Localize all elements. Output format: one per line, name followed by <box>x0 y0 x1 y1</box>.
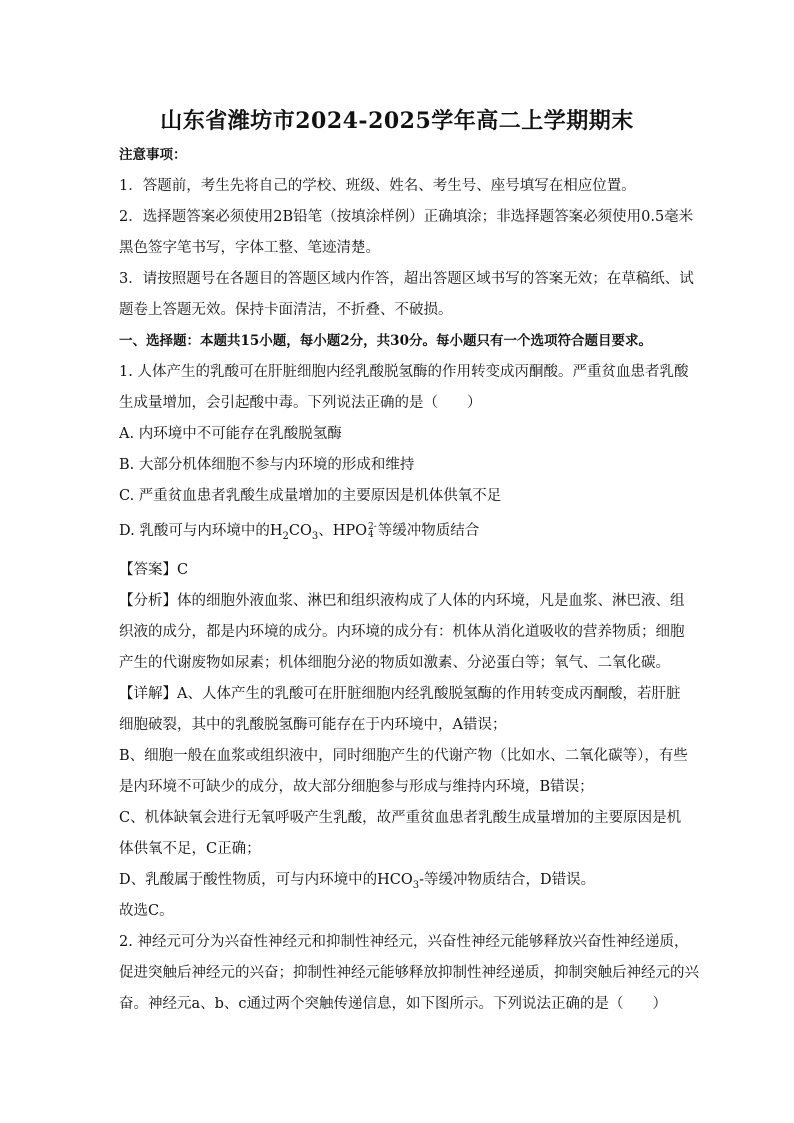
q1-detail-line5: C、机体缺氧会进行无氧呼吸产生乳酸，故严重贫血患者乳酸生成量增加的主要原因是机 <box>119 810 682 826</box>
q1-answer: 【答案】C <box>119 562 189 578</box>
q1-detail-line2: 细胞破裂，其中的乳酸脱氢酶可能存在于内环境中，A错误； <box>119 717 507 733</box>
q1-detail-line1: 【详解】A、人体产生的乳酸可在肝脏细胞内经乳酸脱氢酶的作用转变成丙酮酸，若肝脏 <box>119 686 681 702</box>
hpo4-sub: 4 <box>368 530 374 540</box>
notice-item-3: 3．请按照题号在各题目的答题区域内作答，超出答题区域书写的答案无效；在草稿纸、试 <box>119 271 694 287</box>
q1-detail-line6: 体供氧不足，C正确； <box>119 841 261 857</box>
q2-stem-line1: 2. 神经元可分为兴奋性神经元和抑制性神经元，兴奋性神经元能够释放兴奋性神经递质， <box>119 934 689 950</box>
q1-detail-line3: B、细胞一般在血浆或组织液中，同时细胞产生的代谢产物（比如水、二氧化碳等），有些 <box>119 748 688 764</box>
q1-option-c: C. 严重贫血患者乳酸生成量增加的主要原因是机体供氧不足 <box>119 488 502 504</box>
q2-stem-line2: 促进突触后神经元的兴奋；抑制性神经元能够释放抑制性神经递质，抑制突触后神经元的兴 <box>119 965 699 981</box>
notice-item-2: 2．选择题答案必须使用2B铅笔（按填涂样例）正确填涂；非选择题答案必须使用0.5毫米 <box>119 209 694 225</box>
q1-detail-line7-suffix: -等缓冲物质结合，D错误。 <box>419 872 596 888</box>
q1-option-a: A. 内环境中不可能存在乳酸脱氢酶 <box>119 426 342 442</box>
q1-option-b: B. 大部分机体细胞不参与内环境的形成和维持 <box>119 457 415 473</box>
q1-analysis-line1: 【分析】体的细胞外液血浆、淋巴和组织液构成了人体的内环境，凡是血浆、淋巴液、组 <box>119 593 685 609</box>
h2co3-co: CO <box>288 523 312 539</box>
page-title: 山东省潍坊市2024-2025学年高二上学期期末 <box>160 108 634 134</box>
h2co3-sub-3: 3 <box>311 530 319 542</box>
q1-analysis-line2: 织液的成分，都是内环境的成分。内环境的成分有：机体从消化道吸收的营养物质；细胞 <box>119 624 685 640</box>
q1-option-d-mid: 、HPO <box>318 523 368 539</box>
q1-conclusion: 故选C。 <box>119 903 174 919</box>
notice-item-1: 1．答题前，考生先将自己的学校、班级、姓名、考生号、座号填写在相应位置。 <box>119 178 636 194</box>
q1-option-d-suffix: 等缓冲物质结合 <box>377 523 480 539</box>
q1-analysis-line3: 产生的代谢废物如尿素；机体细胞分泌的物质如激素、分泌蛋白等；氧气、二氧化碳。 <box>119 655 670 671</box>
q1-stem-line1: 1. 人体产生的乳酸可在肝脏细胞内经乳酸脱氢酶的作用转变成丙酮酸。严重贫血患者乳酸 <box>119 364 689 380</box>
hpo4-charge <box>368 523 377 539</box>
q1-detail-line7 <box>119 870 689 896</box>
q1-option-d-prefix: D. 乳酸可与内环境中的H <box>119 523 283 539</box>
q1-detail-line4: 是内环境不可缺少的成分，故大部分细胞参与形成与维持内环境，B错误； <box>119 779 594 795</box>
h2co3-sub-2: 2 <box>282 530 289 542</box>
hpo4-sup: 2- <box>368 522 377 532</box>
q1-detail-line7-prefix: D、乳酸属于酸性物质，可与内环境中的HCO <box>119 872 413 888</box>
notice-item-3-cont: 题卷上答题无效。保持卡面清洁，不折叠、不破损。 <box>119 302 453 318</box>
q2-stem-line3: 奋。神经元a、b、c通过两个突触传递信息，如下图所示。下列说法正确的是（ ） <box>119 996 668 1012</box>
notice-item-2-cont: 黑色签字笔书写，字体工整、笔迹清楚。 <box>119 240 380 256</box>
section-heading: 一、选择题：本题共15小题，每小题2分，共30分。每小题只有一个选项符合题目要求。 <box>119 333 652 349</box>
q1-stem-line2: 生成量增加，会引起酸中毒。下列说法正确的是（ ） <box>119 395 482 411</box>
notice-heading: 注意事项： <box>119 147 187 163</box>
q1-option-d <box>119 521 689 547</box>
hco3-sub: 3 <box>412 879 420 891</box>
